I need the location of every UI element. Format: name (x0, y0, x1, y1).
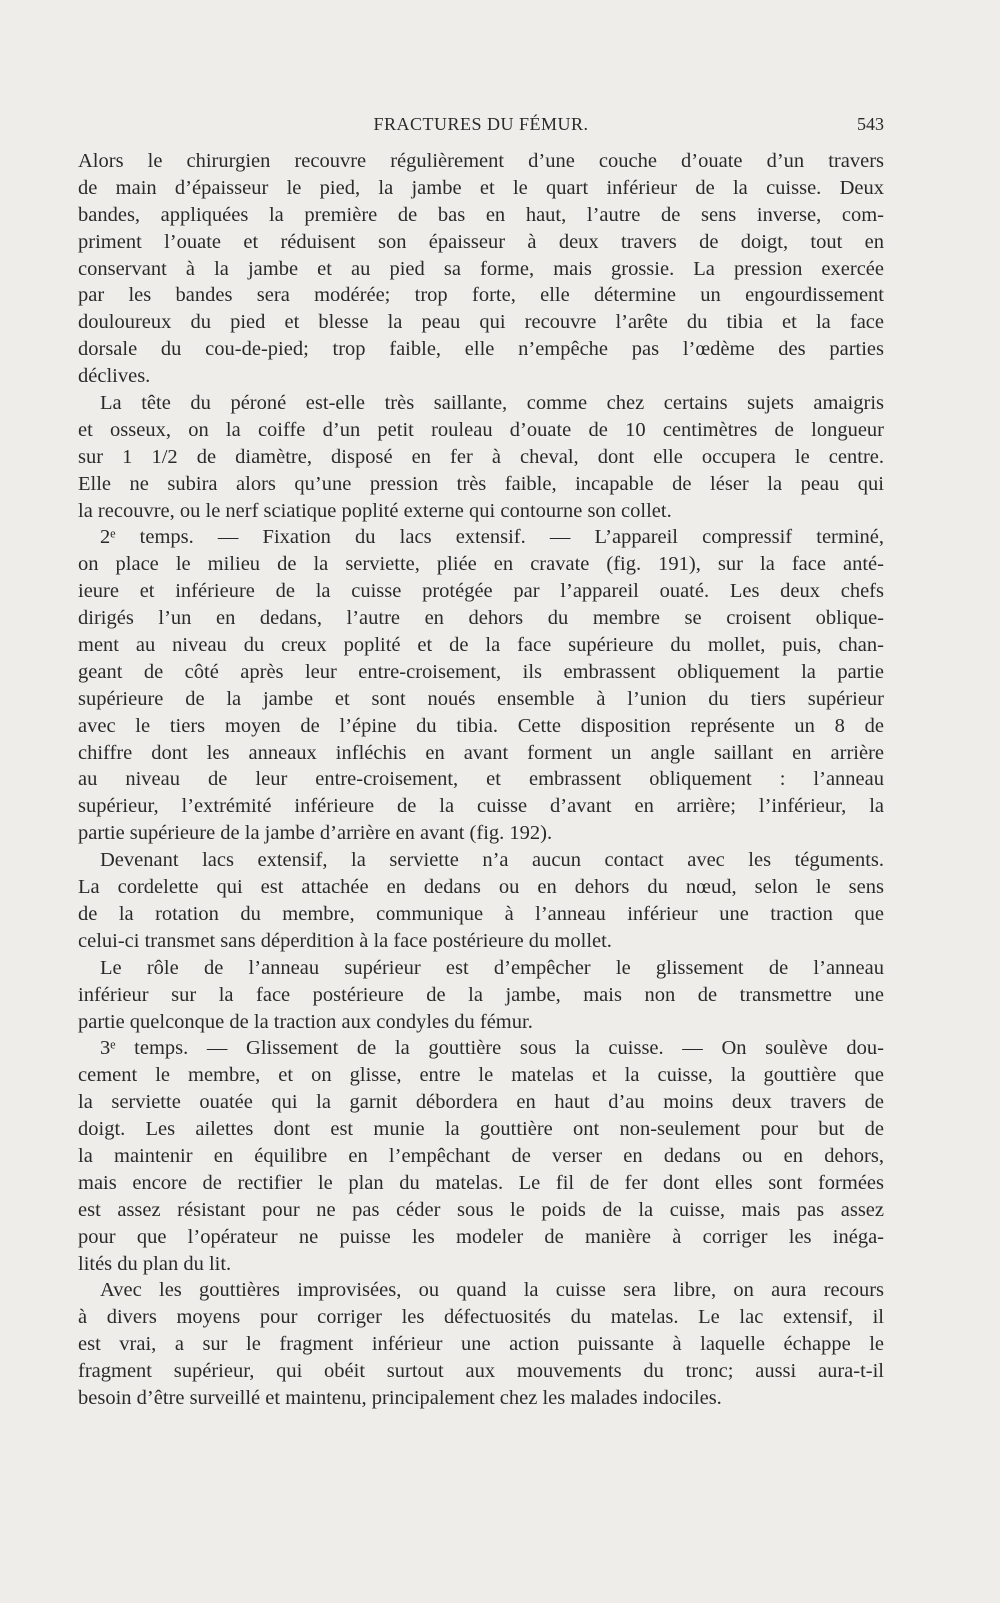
text-line: on place le milieu de la serviette, pliée en cravate (fig. 191), sur la face anté- (78, 553, 884, 576)
text-line: sur 1 1/2 de diamètre, disposé en fer à cheval, dont elle occupera le centre. (78, 445, 884, 468)
text-line: besoin d’être surveillé et maintenu, principalement chez les malades indociles. (78, 1386, 722, 1409)
text-line: La tête du péroné est-elle très saillante, comme chez certains sujets amaigris (100, 392, 884, 415)
text-line: bandes, appliquées la première de bas en haut, l’autre de sens inverse, com- (78, 203, 884, 226)
text-line: par les bandes sera modérée; trop forte, elle détermine un engourdissement (78, 284, 884, 307)
text-line: ieure et inférieure de la cuisse protégée par l’appareil ouaté. Les deux chefs (78, 580, 884, 603)
text-line: lités du plan du lit. (78, 1252, 232, 1275)
text-line: déclives. (78, 365, 151, 388)
text-line: cement le membre, et on glisse, entre le matelas et la cuisse, la gouttière que (78, 1064, 884, 1087)
text-line: chiffre dont les anneaux infléchis en avant forment un angle saillant en arrière (78, 741, 884, 764)
text-line: partie quelconque de la traction aux condyles du fémur. (78, 1010, 533, 1033)
running-title: FRACTURES DU FÉMUR. (373, 114, 589, 134)
text-line: priment l’ouate et réduisent son épaisseur à deux travers de doigt, tout en (78, 230, 884, 253)
text-line: est vrai, a sur le fragment inférieur une action puissante à laquelle échappe le (78, 1333, 884, 1356)
text-line: dorsale du cou-de-pied; trop faible, elle n’empêche pas l’œdème des parties (78, 338, 884, 361)
text-line: geant de côté après leur entre-croisement, ils embrassent obliquement la partie (78, 660, 884, 683)
text-line: fragment supérieur, qui obéit surtout aux mouvements du tronc; aussi aura-t-il (78, 1360, 884, 1383)
text-line: celui-ci transmet sans déperdition à la face postérieure du mollet. (78, 929, 612, 952)
text-line: 3ᵉ temps. — Glissement de la gouttière sous la cuisse. — On soulève dou- (100, 1037, 884, 1060)
text-line: inférieur sur la face postérieure de la jambe, mais non de transmettre une (78, 983, 884, 1006)
text-line: supérieure de la jambe et sont noués ensemble à l’union du tiers supérieur (78, 687, 884, 710)
text-line: la recouvre, ou le nerf sciatique poplité externe qui contourne son collet. (78, 499, 672, 522)
text-line: supérieur, l’extrémité inférieure de la cuisse d’avant en arrière; l’inférieur, la (78, 795, 884, 818)
text-line: Elle ne subira alors qu’une pression très faible, incapable de léser la peau qui (78, 472, 884, 495)
text-line: mais encore de rectifier le plan du matelas. Le fil de fer dont elles sont formées (78, 1171, 884, 1194)
text-line: est assez résistant pour ne pas céder sous le poids de la cuisse, mais pas assez (78, 1198, 884, 1221)
text-line: Alors le chirurgien recouvre régulièrement d’une couche d’ouate d’un travers (78, 150, 884, 172)
text-line: la serviette ouatée qui la garnit débordera en haut d’au moins deux travers de (78, 1091, 884, 1114)
text-line: la maintenir en équilibre en l’empêchant de verser en dedans ou en dehors, (78, 1144, 884, 1167)
text-line: douloureux du pied et blesse la peau qui recouvre l’arête du tibia et la face (78, 311, 884, 334)
body-text (78, 148, 884, 1412)
text-line: et osseux, on la coiffe d’un petit rouleau d’ouate de 10 centimètres de longueur (78, 418, 884, 441)
text-line: ment au niveau du creux poplité et de la face supérieure du mollet, puis, chan- (78, 634, 884, 657)
text-line: pour que l’opérateur ne puisse les modeler de manière à corriger les inéga- (78, 1225, 884, 1248)
text-line: La cordelette qui est attachée en dedans ou en dehors du nœud, selon le sens (78, 876, 884, 899)
text-line: doigt. Les ailettes dont est munie la gouttière ont non-seulement pour but de (78, 1118, 884, 1141)
text-line: partie supérieure de la jambe d’arrière en avant (fig. 192). (78, 822, 553, 845)
text-line: au niveau de leur entre-croisement, et embrassent obliquement : l’anneau (78, 768, 884, 791)
text-line: Avec les gouttières improvisées, ou quand la cuisse sera libre, on aura recours (100, 1279, 884, 1302)
text-line: à divers moyens pour corriger les défectuosités du matelas. Le lac extensif, il (78, 1306, 884, 1329)
text-line: Le rôle de l’anneau supérieur est d’empêcher le glissement de l’anneau (100, 956, 884, 979)
text-line: avec le tiers moyen de l’épine du tibia. Cette disposition représente un 8 de (78, 714, 884, 737)
text-line: conservant à la jambe et au pied sa forme, mais grossie. La pression exercée (78, 257, 884, 280)
text-line: 2ᵉ temps. — Fixation du lacs extensif. — L’appareil compressif terminé, (100, 526, 884, 549)
text-line: de la rotation du membre, communique à l’anneau inférieur une traction que (78, 902, 884, 925)
page-number: 543 (857, 114, 884, 134)
text-line: de main d’épaisseur le pied, la jambe et le quart inférieur de la cuisse. Deux (78, 176, 884, 199)
page-header (78, 114, 884, 144)
text-line: dirigés l’un en dedans, l’autre en dehors du membre se croisent oblique- (78, 607, 884, 630)
text-line: Devenant lacs extensif, la serviette n’a aucun contact avec les téguments. (100, 849, 884, 872)
